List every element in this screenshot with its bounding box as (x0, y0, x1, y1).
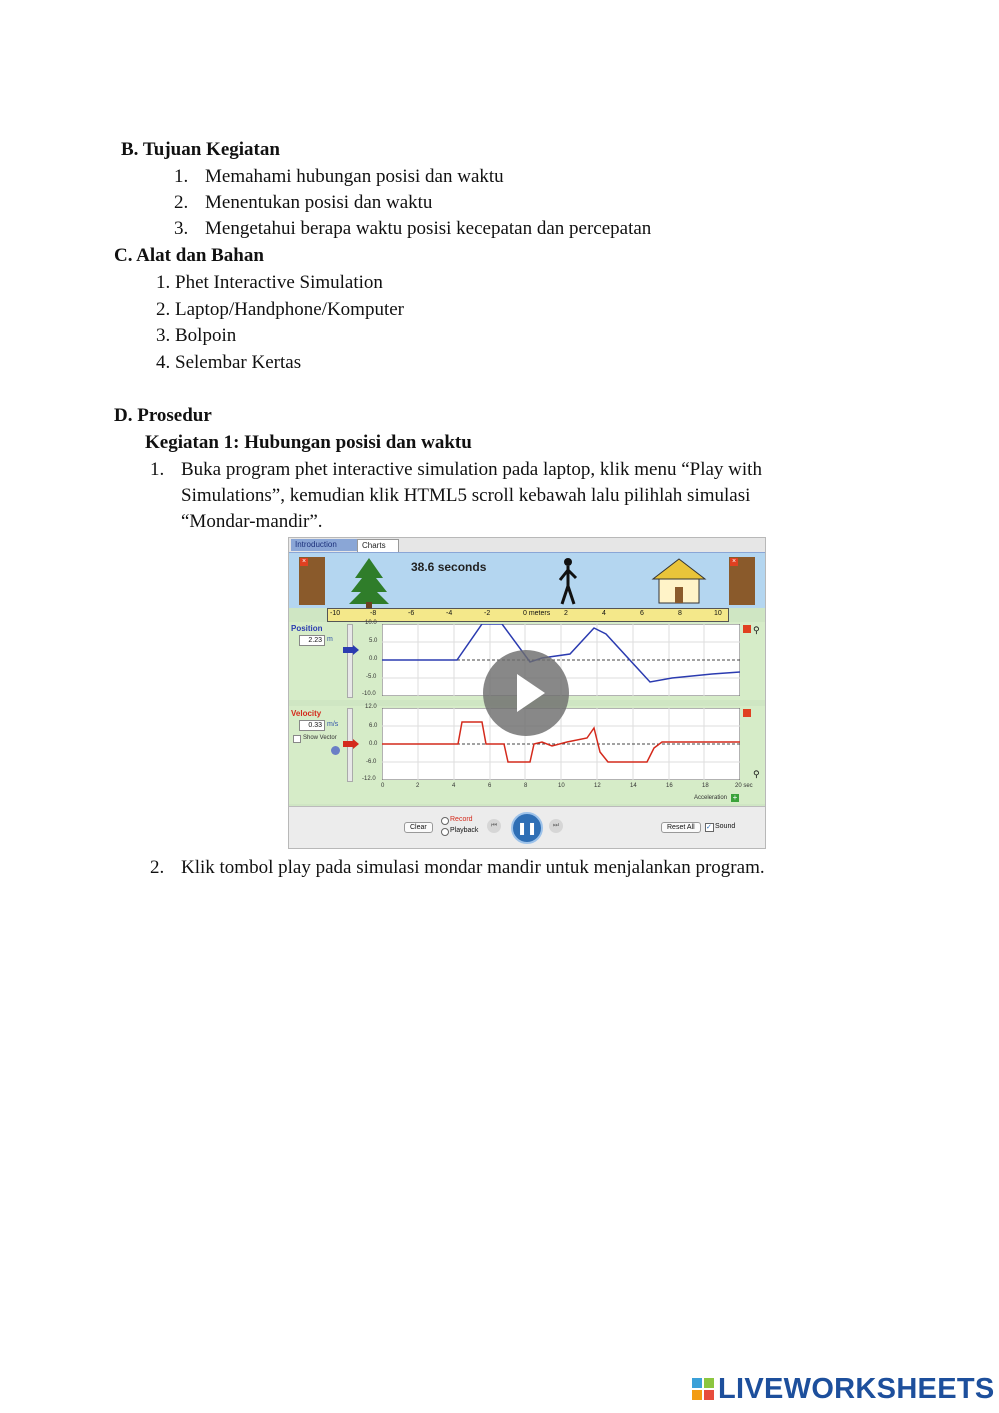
list-item-number: 3. (174, 218, 189, 239)
axis-tick: 10.0 (365, 620, 377, 626)
ruler-label: -2 (484, 610, 491, 617)
ruler-label: 4 (602, 610, 606, 617)
list-item: Memahami hubungan posisi dan waktu (205, 166, 504, 187)
time-tick: 6 (488, 783, 492, 789)
close-icon[interactable]: × (301, 558, 307, 565)
ruler-label: 8 (678, 610, 682, 617)
time-tick: 2 (416, 783, 420, 789)
step-number: 2. (150, 857, 165, 878)
axis-tick: 5.0 (369, 638, 378, 644)
time-display: 38.6 seconds (411, 560, 487, 574)
ruler-label: -10 (330, 610, 341, 617)
add-icon[interactable]: + (732, 793, 738, 802)
clear-button[interactable]: Clear (404, 822, 433, 833)
axis-tick: 0.0 (369, 656, 378, 662)
position-value-field[interactable]: 2.23 (299, 635, 325, 646)
step-forward-icon[interactable]: ⏭ (549, 819, 563, 833)
time-tick: 20 sec (735, 783, 753, 789)
section-b-heading: B. Tujuan Kegiatan (121, 139, 280, 160)
record-radio[interactable] (441, 817, 449, 825)
tab-introduction[interactable]: Introduction (291, 539, 359, 551)
velocity-chart (382, 708, 740, 780)
playback-label: Playback (450, 827, 479, 834)
rewind-icon[interactable]: ⏮ (487, 819, 501, 833)
section-c-heading: C. Alat dan Bahan (114, 245, 264, 266)
axis-tick: 6.0 (369, 723, 378, 729)
list-item: 3. Bolpoin (156, 325, 237, 346)
velocity-value-field[interactable]: 0.33 (299, 720, 325, 731)
playback-radio[interactable] (441, 828, 449, 836)
pause-icon[interactable] (331, 746, 340, 755)
ruler-label: 6 (640, 610, 644, 617)
zoom-icon[interactable]: ⚲ (753, 769, 760, 779)
ruler-label: -6 (408, 610, 415, 617)
time-tick: 14 (630, 783, 637, 789)
time-tick: 16 (666, 783, 673, 789)
liveworksheets-logo (692, 1374, 995, 1404)
ruler-label: -4 (446, 610, 453, 617)
time-tick: 0 (381, 783, 385, 789)
velocity-slider-arrow-icon[interactable] (343, 739, 359, 749)
list-item: Mengetahui berapa waktu posisi kecepatan dan percepatan (205, 218, 652, 239)
logo-icon (692, 1378, 714, 1400)
time-tick: 8 (524, 783, 528, 789)
show-vector-checkbox[interactable] (293, 735, 301, 743)
ruler-label: 10 (714, 610, 722, 617)
time-tick: 10 (558, 783, 565, 789)
tab-charts[interactable]: Charts (357, 539, 399, 552)
walking-man-icon[interactable] (557, 556, 579, 606)
axis-tick: -6.0 (366, 759, 377, 765)
ruler-label: 2 (564, 610, 568, 617)
list-item-number: 1. (174, 166, 189, 187)
brand-name: LIVEWORKSHEETS (718, 1372, 995, 1405)
sim-tab-bar (289, 538, 765, 553)
position-ruler[interactable] (327, 608, 729, 622)
position-label: Position (291, 624, 323, 633)
list-item: 1. Phet Interactive Simulation (156, 272, 383, 293)
left-wall (299, 557, 325, 605)
step-line: Simulations”, kemudian klik HTML5 scroll kebawah lalu pilihlah simulasi (181, 485, 751, 506)
position-unit: m (327, 636, 333, 643)
axis-tick: -12.0 (362, 776, 376, 782)
activity-heading: Kegiatan 1: Hubungan posisi dan waktu (145, 432, 472, 453)
step-number: 1. (150, 459, 165, 480)
pause-button[interactable]: ❚❚ (511, 812, 543, 844)
simulation-screenshot (288, 537, 766, 849)
step-line: Klik tombol play pada simulasi mondar mandir untuk menjalankan program. (181, 857, 765, 878)
list-item: 4. Selembar Kertas (156, 352, 302, 373)
record-label: Record (450, 816, 473, 823)
axis-tick: 12.0 (365, 704, 377, 710)
list-item-number: 2. (174, 192, 189, 213)
velocity-unit: m/s (327, 721, 339, 728)
sound-label: Sound (715, 823, 736, 830)
position-slider-arrow-icon[interactable] (343, 645, 359, 655)
minimize-icon[interactable] (743, 625, 751, 633)
show-vector-label: Show Vector (303, 735, 337, 741)
sound-checkbox[interactable]: ✓ (705, 823, 714, 832)
position-slider[interactable] (347, 624, 353, 698)
minimize-icon[interactable] (743, 709, 751, 717)
acceleration-label: Acceleration (694, 795, 728, 801)
time-tick: 12 (594, 783, 601, 789)
close-icon[interactable]: × (731, 558, 737, 565)
house-icon (651, 557, 707, 605)
ruler-label: 0 meters (523, 610, 551, 617)
list-item: Menentukan posisi dan waktu (205, 192, 433, 213)
playback-controls (289, 806, 765, 849)
play-video-button[interactable] (483, 650, 569, 736)
ruler-label: -8 (370, 610, 377, 617)
step-line: Buka program phet interactive simulation pada laptop, klik menu “Play with (181, 459, 762, 480)
step-line: “Mondar-mandir”. (181, 511, 323, 532)
time-tick: 4 (452, 783, 456, 789)
right-wall (729, 557, 755, 605)
section-d-heading: D. Prosedur (114, 405, 212, 426)
list-item: 2. Laptop/Handphone/Komputer (156, 299, 405, 320)
axis-tick: -5.0 (366, 674, 377, 680)
axis-tick: -10.0 (362, 691, 376, 697)
velocity-label: Velocity (291, 709, 322, 718)
time-tick: 18 (702, 783, 709, 789)
reset-all-button[interactable]: Reset All (661, 822, 701, 833)
tree-icon (349, 556, 389, 608)
zoom-icon[interactable]: ⚲ (753, 625, 760, 635)
axis-tick: 0.0 (369, 741, 378, 747)
